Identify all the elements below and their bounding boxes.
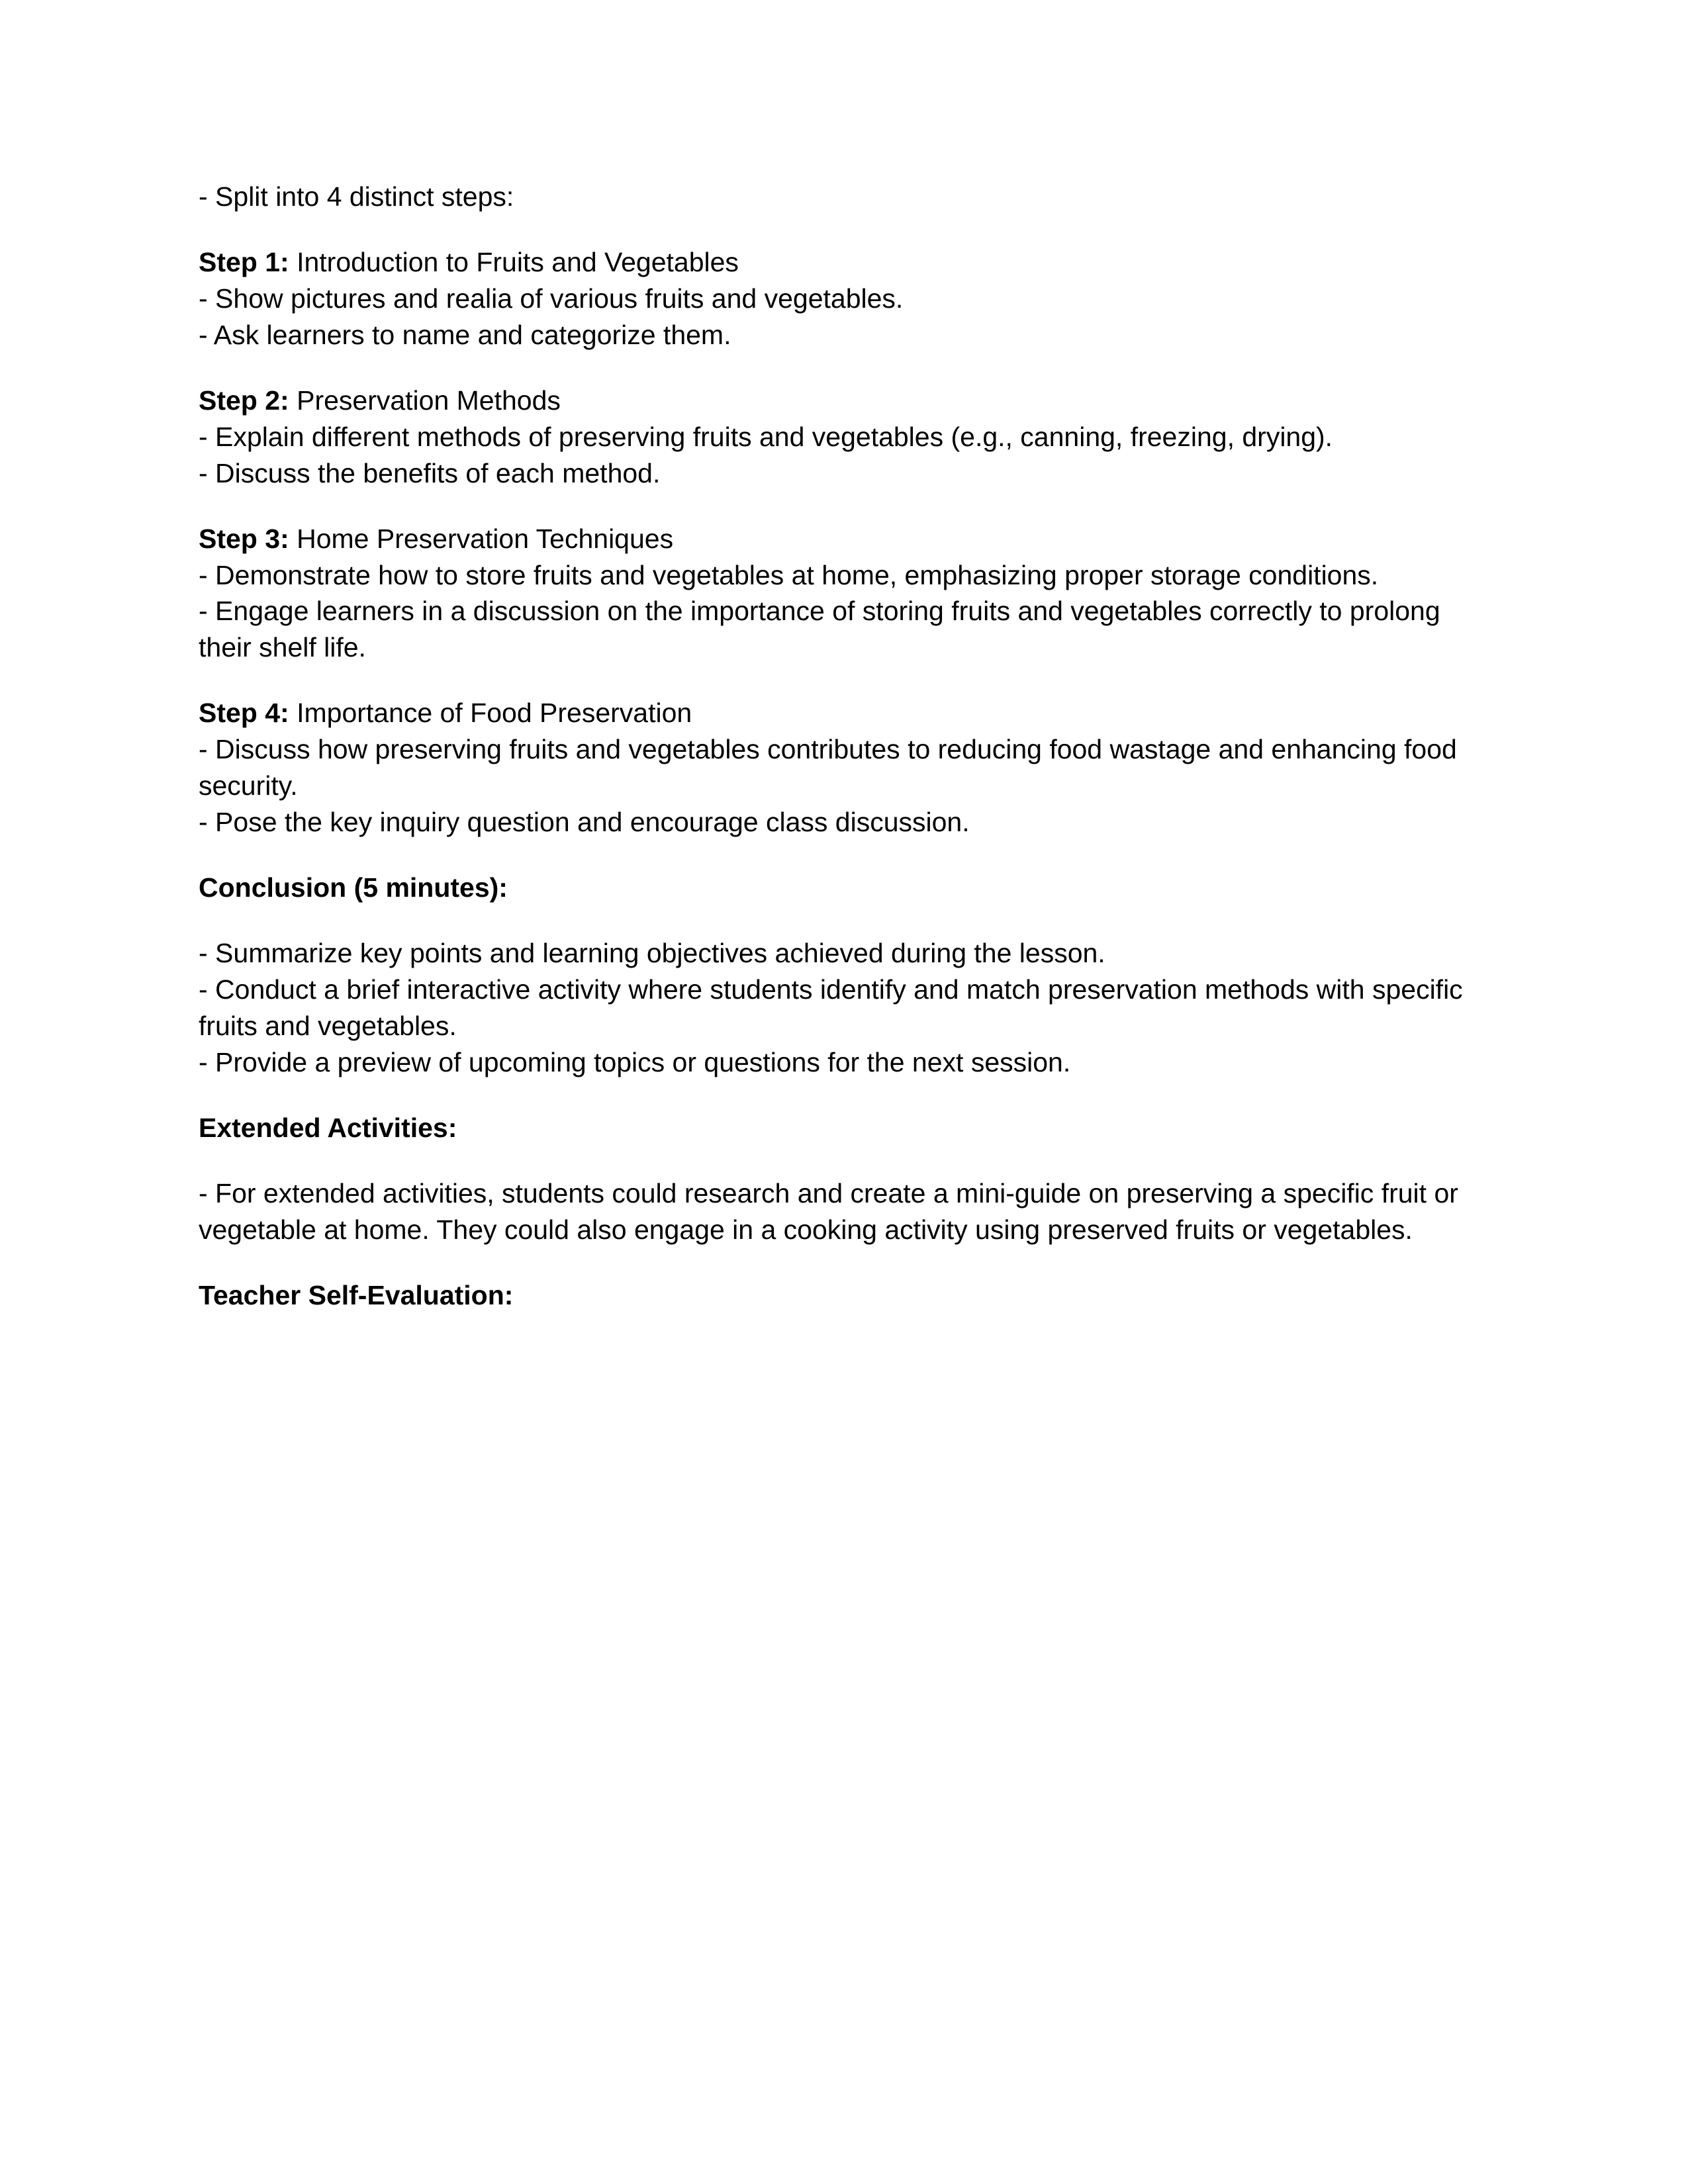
step-label: Step 4: [199, 698, 289, 729]
bullet-text: - Engage learners in a discussion on the importance of storing fruits and vegetables correctly to prolong their shelf life. [199, 596, 1448, 663]
paragraph-spacer [199, 1248, 1483, 1277]
split-steps-intro [199, 179, 1483, 215]
step-title: Home Preservation Techniques [289, 523, 674, 554]
text-line [199, 1044, 1483, 1081]
conclusion-heading: Conclusion (5 minutes): [199, 872, 508, 903]
text-line [199, 804, 1483, 841]
bullet-text: - Provide a preview of upcoming topics or questions for the next session. [199, 1046, 1071, 1077]
paragraph-spacer [199, 906, 1483, 935]
document-body [199, 179, 1483, 1314]
step-title: Importance of Food Preservation [289, 698, 692, 729]
step-3-block [199, 521, 1483, 666]
bullet-text: - Split into 4 distinct steps: [199, 181, 514, 212]
paragraph-spacer [199, 215, 1483, 244]
step-label: Step 3: [199, 523, 289, 554]
bullet-text: - Summarize key points and learning objectives achieved during the lesson. [199, 938, 1105, 968]
paragraph-spacer [199, 1081, 1483, 1110]
text-line [199, 1175, 1483, 1248]
step-title: Preservation Methods [289, 385, 561, 416]
text-line [199, 521, 1483, 557]
text-line [199, 317, 1483, 353]
conclusion-body [199, 935, 1483, 1081]
text-line [199, 179, 1483, 215]
text-line [199, 593, 1483, 666]
step-1-block [199, 244, 1483, 353]
paragraph-spacer [199, 666, 1483, 695]
text-line [199, 557, 1483, 594]
bullet-text: - Demonstrate how to store fruits and vegetables at home, emphasizing proper storage conditions. [199, 559, 1379, 590]
extended-activities-body [199, 1175, 1483, 1248]
text-line [199, 695, 1483, 731]
step-label: Step 2: [199, 385, 289, 416]
paragraph-spacer [199, 1146, 1483, 1175]
bullet-text: - Pose the key inquiry question and encourage class discussion. [199, 807, 970, 838]
text-line [199, 731, 1483, 804]
text-line [199, 935, 1483, 972]
step-4-block [199, 695, 1483, 841]
bullet-text: - Show pictures and realia of various fruits and vegetables. [199, 283, 904, 314]
text-line [199, 419, 1483, 455]
extended-activities-heading: Extended Activities: [199, 1112, 457, 1143]
text-line [199, 972, 1483, 1044]
bullet-text: - Conduct a brief interactive activity where students identify and match preservation methods with specific fruits and vegetables. [199, 974, 1471, 1041]
text-line [199, 244, 1483, 281]
text-line [199, 455, 1483, 492]
teacher-self-evaluation-heading: Teacher Self-Evaluation: [199, 1279, 514, 1310]
bullet-text: - Discuss the benefits of each method. [199, 457, 661, 488]
text-line [199, 281, 1483, 317]
paragraph-spacer [199, 353, 1483, 383]
paragraph-spacer [199, 841, 1483, 870]
step-title: Introduction to Fruits and Vegetables [289, 246, 739, 277]
step-label: Step 1: [199, 246, 289, 277]
bullet-text: - Discuss how preserving fruits and vegetables contributes to reducing food wastage and enhancing food security. [199, 734, 1465, 801]
bullet-text: - Explain different methods of preserving fruits and vegetables (e.g., canning, freezing, drying). [199, 421, 1333, 452]
text-line [199, 383, 1483, 419]
paragraph-spacer [199, 492, 1483, 521]
step-2-block [199, 383, 1483, 492]
bullet-text: - For extended activities, students could research and create a mini-guide on preserving a specific fruit or vegetable at home. They could also engage in a cooking activity using preserved fruits or vegetables. [199, 1177, 1466, 1245]
bullet-text: - Ask learners to name and categorize them. [199, 319, 731, 350]
